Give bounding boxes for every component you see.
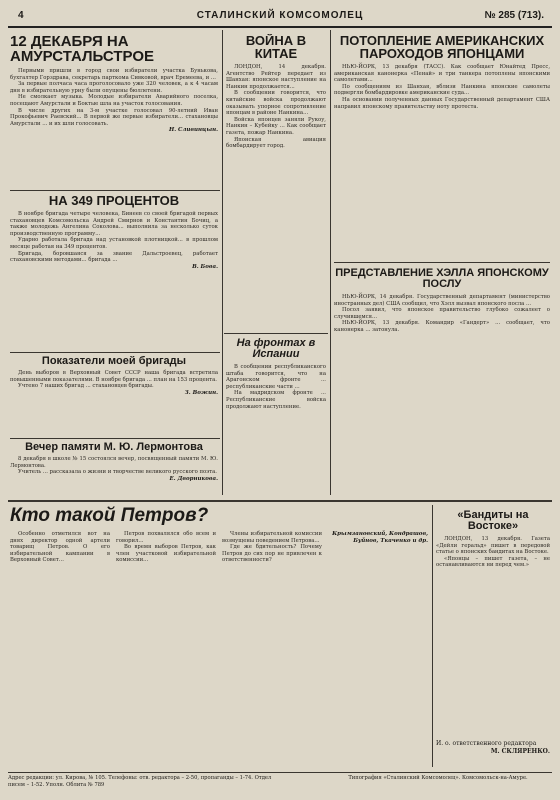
article-text: Особенно отметился вот на днях директор одной артели товарищ Петров. О его избирательной кампании в Верховный Совет... <box>10 531 110 564</box>
headline: Вечер памяти М. Ю. Лермонтова <box>25 442 203 453</box>
article-text: День выборов в Верховный Совет СССР наша бригада встретила повышенными показателями. В ноябре бригада ... план на 153 процента. <box>10 370 218 383</box>
headline: На фронтах в Испании <box>236 338 316 360</box>
article-text: «Японцы – пишет газета, – не останавливаются ни перед чем.» <box>436 555 550 569</box>
article-text: Петров похвалялся обо всем и говорил... <box>116 531 216 544</box>
article-text: В числе других на 3-м участке голосовал 90-летний Иван Прокофьевич Раевский... В первой же первые избиратели... стахановцы Амурстали ... и их шли голосовать. <box>10 107 218 127</box>
newspaper-name: СТАЛИНСКИЙ КОМСОМОЛЕЦ <box>196 10 364 21</box>
article-text: Японская авиация бомбардирует город. <box>226 136 326 150</box>
article-text: Бригада, боровшаяся за звание Дальстроевец, работает стахановскими методами... бригада ... <box>10 250 218 264</box>
article-text: Члены избирательной комиссии возмущены поведением Петрова... <box>222 531 322 544</box>
masthead <box>8 8 552 28</box>
article-text: 8 декабря в школе № 15 состоялся вечер, посвященный памяти М. Ю. Лермонтова. <box>10 456 218 469</box>
article-text: Во время выборов Петров, как член участковой избирательной комиссии... <box>116 544 216 564</box>
article-hull-representation <box>334 268 550 493</box>
issue-number: № 285 (713). <box>484 10 544 21</box>
article-text: НЬЮ-ЙОРК, 13 декабря. Командир «Гандерт» ... сообщает, что канонерка ... затонула. <box>334 320 550 333</box>
article-war-in-china <box>226 34 326 329</box>
article-349-percent <box>10 194 218 349</box>
column-rule <box>330 30 331 495</box>
byline: Крымзановский, Кондрашов, Буйнов, Ткаченко и др. <box>332 531 428 544</box>
headline: ВОЙНА В КИТАЕ <box>245 34 307 61</box>
article-text: По сообщениям из Шанхая, вблизи Нанкина японские самолеты подвергли бомбардировке американские суда... <box>334 83 550 97</box>
headline: Показатели моей бригады <box>41 356 187 367</box>
headline: «Бандиты на Востоке» <box>457 510 529 532</box>
article-who-is-petrov <box>10 506 428 768</box>
page-number: 4 <box>18 10 24 21</box>
article-american-ships-sunk <box>334 34 550 256</box>
article-text: За первые полчаса часа проголосовало уже 320 человек, а к 4 часам дня в избирательную урну были опущены бюллетени. <box>10 81 218 94</box>
column-rule <box>432 505 433 767</box>
imprint-address: Адрес редакции: ул. Кирова, № 105. Телефоны: отв. редактора – 2-50, пропаганды – 1-74. Отдел писем – 1-52. Уполн. Облита № 789 <box>8 775 272 788</box>
byline: Н. Сливинцын. <box>169 127 218 134</box>
headline: 12 ДЕКАБРЯ НА АМУРСТАЛЬСТРОЕ <box>10 34 155 65</box>
article-text: ЛОНДОН, 13 декабря. Газета «Дейли геральд» пишет в передовой статье о японских бандитах на Востоке. <box>436 536 550 556</box>
article-text: Учитель ... рассказала о жизни и творчестве великого русского поэта. <box>18 469 217 476</box>
article-lermontov-evening <box>10 442 218 497</box>
editor-block <box>436 740 550 768</box>
article-text: Ударно работала бригада над установкой плотницкой... в прошлом месяце работая на 349 процентов. <box>10 237 218 250</box>
article-text: В сообщении говорится, что китайские войска продолжают оказывать упорное сопротивление японцам в районе Нанкина... <box>226 90 326 117</box>
headline: НА 349 ПРОЦЕНТОВ <box>48 194 180 208</box>
article-text: В ноябре бригада четыре человека, Бинеев со своей бригадой первых стахановцев Комсомольска Андрей Смирнов и Константин Бочиц, а также молодежь Ангелина Соколова... выполнила за несколько суток производственную программу... <box>10 211 218 237</box>
article-amurstalstroy <box>10 34 218 186</box>
column-rule <box>222 30 223 495</box>
editor-name: М. СКЛЯРЕНКО. <box>490 748 550 755</box>
article-text: НЬЮ-ЙОРК, 14 декабря. Государственный департамент (министерство иностранных дел) США сообщил, что Хэлл вызвал японского посла ... <box>334 294 550 307</box>
imprint-footer <box>8 772 552 795</box>
headline: ПОТОПЛЕНИЕ АМЕРИКАНСКИХ ПАРОХОДОВ ЯПОНЦАМИ <box>339 34 545 61</box>
headline: Кто такой Петров? <box>10 506 209 526</box>
article-text: В сообщении республиканского штаба говорится, что на Арагонском фронте ... республиканские части ... <box>226 364 326 390</box>
article-rule <box>334 262 550 263</box>
article-text: Войска японцев заняли Рукоу, Нанкин – Кубейку ... Как сообщает газета, пожар Нанкина. <box>226 116 326 136</box>
article-text: Первыми пришли в город свои избиратели участка Бунькова, бухгалтер Горздрава, секретарь парткома Сивковой, врач Еремеева, и ... <box>10 68 218 81</box>
article-text: ЛОНДОН, 14 декабря. Агентство Рейтер передает из Шанхая: японское наступление на Нанкин продолжается... <box>226 64 326 90</box>
article-rule <box>10 352 220 353</box>
article-bandits-in-east <box>436 510 550 706</box>
article-text: Посол заявил, что японское правительство глубоко сожалеет о случившемся... <box>334 307 550 320</box>
imprint-printer: Типография «Сталинский Комсомолец». Комсомольск-на-Амуре. <box>348 775 528 781</box>
byline: Е. Дворникова. <box>169 475 218 482</box>
byline: В. Бова. <box>192 263 218 270</box>
headline: ПРЕДСТАВЛЕНИЕ ХЭЛЛА ЯПОНСКОМУ ПОСЛУ <box>335 268 549 290</box>
article-brigade-indicators <box>10 356 218 436</box>
article-rule <box>10 190 220 191</box>
article-spain-fronts <box>226 338 326 493</box>
section-rule <box>8 500 552 502</box>
article-text: Учтено 7 наших бригад ... стахановцев бригады. <box>18 383 154 390</box>
article-text: На основании полученных данных Государственный департамент США направил японскому правительству ноту протеста. <box>334 96 550 110</box>
article-text: Не смолкает музыка. Молодые избиратели Аварийного поселка, посещают Амурстали и Боктые шла на участок голосования. <box>10 94 218 107</box>
article-rule <box>10 438 220 439</box>
article-text: НЬЮ-ЙОРК, 13 декабря (ТАСС). Как сообщает Юнайтед Пресс, американская канонерка «Пенай» и три танкера потоплены японскими самолетами... <box>334 64 550 84</box>
article-text: На мадридском фронте ... Республиканские войска продолжают наступление. <box>226 390 326 410</box>
byline: З. Вожин. <box>184 389 218 396</box>
editor-role: И. о. ответственного редактора <box>436 740 537 747</box>
article-text: Где же бдительность? Почему Петров до сих пор не привлечен к ответственности? <box>222 544 322 564</box>
article-rule <box>224 333 328 334</box>
